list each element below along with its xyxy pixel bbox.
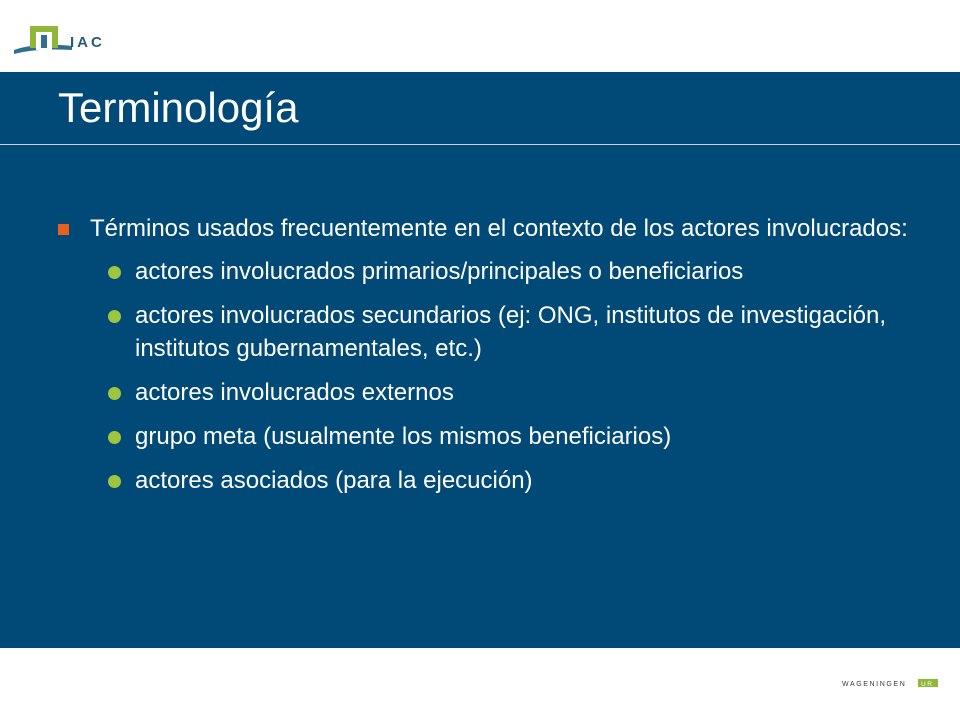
list-item-text: actores involucrados externos [135, 379, 454, 406]
square-bullet-icon [58, 224, 69, 235]
logo-text: IAC [70, 34, 105, 51]
list-item [58, 420, 908, 453]
list-item [58, 464, 908, 497]
bullet-main-text: Términos usados frecuentemente en el contexto de los actores involucrados: [90, 215, 908, 242]
bullet-main [58, 212, 908, 245]
list-item-text: actores involucrados secundarios (ej: ONG, institutos de investigación, institutos gubernamentales, etc.) [135, 302, 887, 362]
dot-bullet-icon [108, 387, 121, 400]
list-item [58, 299, 908, 365]
wageningen-ur-logo-icon [842, 678, 938, 688]
footer-brand: WAGENINGEN [842, 681, 907, 688]
dot-bullet-icon [108, 431, 121, 444]
dot-bullet-icon [108, 310, 121, 323]
dot-bullet-icon [108, 475, 121, 488]
header-band [0, 0, 960, 72]
slide-content [58, 212, 908, 508]
iac-logo-icon [12, 20, 122, 64]
list-item-text: grupo meta (usualmente los mismos beneficiarios) [135, 423, 672, 450]
dot-bullet-icon [108, 266, 121, 279]
footer-brand-suffix: UR [921, 681, 934, 688]
title-divider [0, 144, 960, 145]
list-item [58, 376, 908, 409]
list-item [58, 255, 908, 288]
list-item-text: actores asociados (para la ejecución) [135, 467, 533, 494]
slide-title: Terminología [58, 84, 299, 131]
sub-bullet-list [58, 255, 908, 497]
list-item-text: actores involucrados primarios/principales o beneficiarios [135, 258, 744, 285]
